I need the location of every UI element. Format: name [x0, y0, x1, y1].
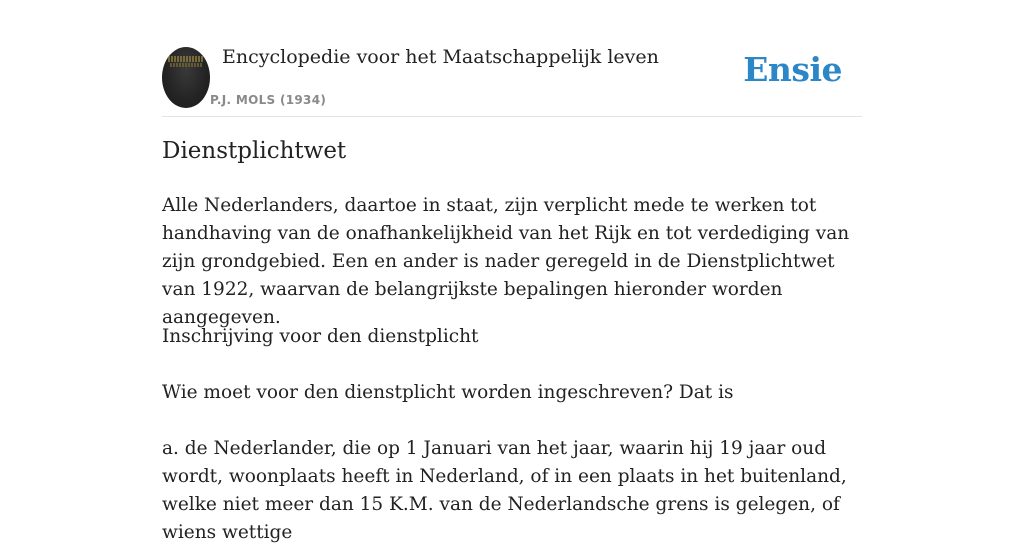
book-cover-thumbnail[interactable] [162, 47, 210, 108]
paragraph-intro: Alle Nederlanders, daartoe in staat, zijn verplicht mede te werken tot handhaving van de onafhankelijkheid van het Rijk en tot verdediging van zijn grondgebied. Een en ander is nader geregeld in de Dienstplichtwet van 1922, waarvan de belangrijkste bepalingen hieronder worden aangegeven. [162, 195, 850, 328]
page [162, 0, 862, 543]
cover-subtitle-mark [170, 63, 202, 67]
cover-title-mark [168, 56, 204, 62]
brand-logo[interactable]: Ensie [743, 50, 842, 89]
book-title[interactable]: Encyclopedie voor het Maatschappelijk leven [222, 46, 659, 68]
author-label: P.J. MOLS (1934) [210, 93, 327, 107]
paragraph-question: Wie moet voor den dienstplicht worden ingeschreven? Dat is [162, 382, 734, 403]
entry-title: Dienstplichtwet [162, 138, 347, 164]
header [162, 46, 862, 117]
paragraph-section-heading: Inschrijving voor den dienstplicht [162, 326, 479, 347]
paragraph-item-a: a. de Nederlander, die op 1 Januari van het jaar, waarin hij 19 jaar oud wordt, woonplaats heeft in Nederland, of in een plaats in het buitenland, welke niet meer dan 15 K.M. van de Nederlandsche grens is gelegen, of wiens wettige [162, 438, 847, 543]
